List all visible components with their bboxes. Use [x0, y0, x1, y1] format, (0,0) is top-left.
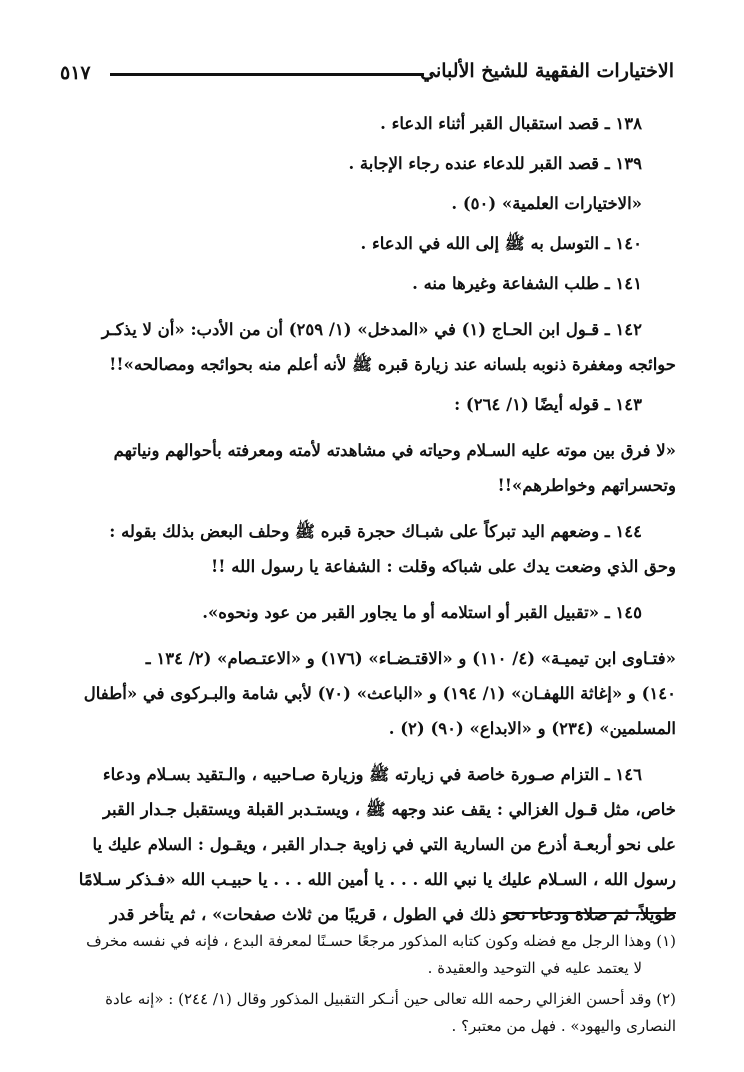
header-rule	[110, 73, 424, 76]
main-text	[64, 106, 676, 932]
item-143: ١٤٣ ـ قوله أيضًا (١/ ٢٦٤) :	[454, 395, 642, 414]
item-140: ١٤٠ ـ التوسل به ﷺ إلى الله في الدعاء .	[360, 234, 642, 253]
item-141: ١٤١ ـ طلب الشفاعة وغيرها منه .	[412, 274, 642, 293]
book-title: الاختيارات الفقهية للشيخ الألباني	[420, 60, 674, 82]
item-146-line-5: طويلاً، ثم صلاة ودعاء نحو ذلك في الطول ، قريبًا من ثلاث صفحات» ، ثم يتأخر قدر	[109, 905, 676, 924]
item-142-line-2: حوائجه ومغفرة ذنوبه بلسانه عند زيارة قبره ﷺ لأنه أعلم منه بحوائجه ومصالحه»!!	[109, 355, 676, 374]
reference-line: «الاختيارات العلمية» (٥٠) .	[451, 194, 642, 213]
item-142-line-1: ١٤٢ ـ قـول ابن الحـاج (١) في «المدخل» (١/ ٢٥٩) أن من الأدب: «أن لا يذكـر	[101, 320, 642, 339]
item-139: ١٣٩ ـ قصد القبر للدعاء عنده رجاء الإجابة .	[348, 154, 642, 173]
item-138: ١٣٨ ـ قصد استقبال القبر أثناء الدعاء .	[380, 114, 642, 133]
refs-line-3: المسلمين» (٢٣٤) و «الابداع» (٩٠) (٢) .	[388, 719, 676, 738]
footnote-2-line-1: (٢) وقد أحسن الغزالي رحمه الله تعالى حين أنـكر التقبيل المذكور وقال (١/ ٢٤٤) : «إنه عادة	[105, 990, 676, 1008]
footnote-separator	[506, 912, 676, 914]
footnote-1-line-1: (١) وهذا الرجل مع فضله وكون كتابه المذكور مرجعًا حسـنًا لمعرفة البدع ، فإنه في نفسه مخرف	[86, 932, 676, 950]
footnote-2-line-2: النصارى واليهود» . فهل من معتبر؟ .	[451, 1017, 676, 1035]
item-144-line-2: وحق الذي وضعت يدك على شباكه وقلت : الشفاعة يا رسول الله !!	[211, 557, 676, 576]
item-146-line-3: على نحو أربعـة أذرع من السارية التي في زاوية جـدار القبر ، ويقـول : السلام عليك يا	[92, 835, 676, 854]
refs-line-1: «فتـاوى ابن تيميـة» (٤/ ١١٠) و «الاقتـضـاء» (١٧٦) و «الاعتـصام» (٢/ ١٣٤ ـ	[145, 649, 676, 668]
item-144-line-1: ١٤٤ ـ وضعهم اليد تبركاً على شبـاك حجرة قبره ﷺ وحلف البعض بذلك بقوله :	[109, 522, 642, 541]
quote-line-2: وتحسراتهم وخواطرهم»!!	[497, 476, 676, 495]
footnote-1-line-2: لا يعتمد عليه في التوحيد والعقيدة .	[427, 959, 642, 977]
quote-line-1: «لا فرق بين موته عليه السـلام وحياته في مشاهدته لأمته ومعرفته بأحوالهم ونياتهم	[113, 441, 676, 460]
item-145: ١٤٥ ـ «تقبيل القبر أو استلامه أو ما يجاور القبر من عود ونحوه».	[202, 603, 642, 622]
item-146-line-4: رسول الله ، السـلام عليك يا نبي الله . . . يا أمين الله . . . يا حبيـب الله «فـذكر سـلامًا	[78, 870, 676, 889]
page-number: ٥١٧	[60, 62, 91, 84]
footnotes	[64, 928, 676, 1044]
page-header	[60, 58, 674, 88]
refs-line-2: ١٤٠) و «إغاثة اللهفـان» (١/ ١٩٤) و «الباعث» (٧٠) لأبي شامة والبـركوى في «أطفال	[83, 684, 676, 703]
item-146-line-2: خاص، مثل قـول الغزالي : يقف عند وجهه ﷺ ، ويستـدبر القبلة ويستقبل جـدار القبر	[102, 800, 676, 819]
item-146-line-1: ١٤٦ ـ التزام صـورة خاصة في زيارته ﷺ وزيارة صـاحبيه ، والـتقيد بسـلام ودعاء	[102, 765, 642, 784]
